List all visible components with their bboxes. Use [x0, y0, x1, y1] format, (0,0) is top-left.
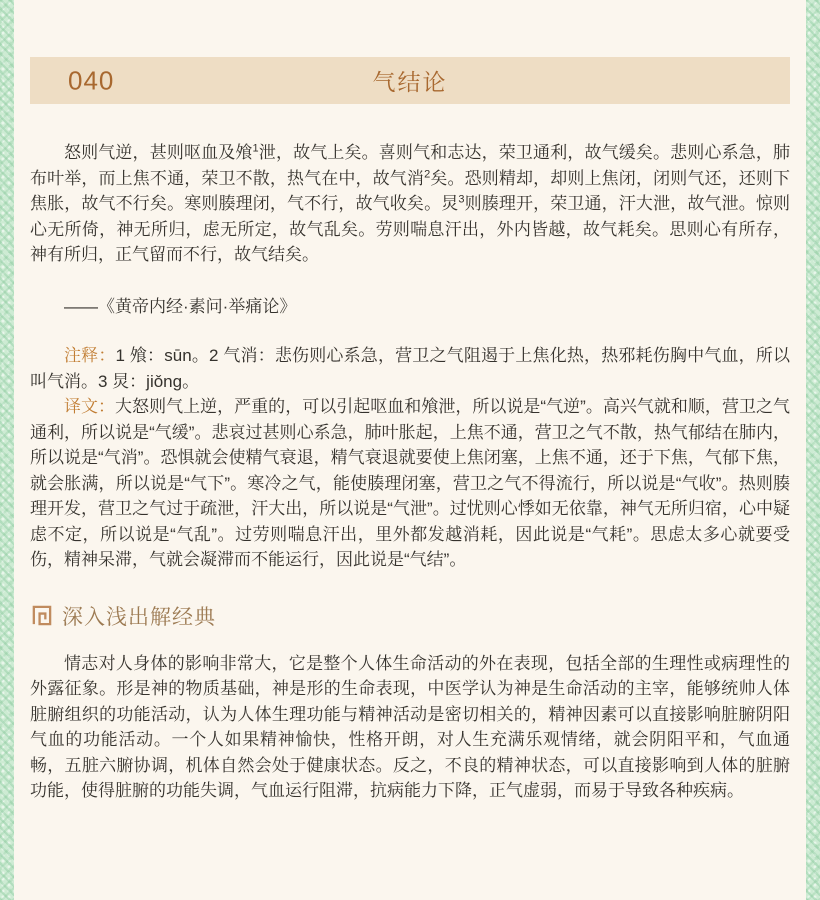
decorative-border-right — [806, 0, 820, 900]
page-number: 040 — [68, 65, 115, 95]
source-citation: ——《黄帝内经·素问·举痛论》 — [64, 296, 297, 316]
text-run: 则腠理开，荣卫通，汗大泄，故气泄。惊则心无所倚，神无所归，虑无所定，故气乱矣。劳则喘息汗出，外内皆越，故气耗矣。思则心有所存，神有所归，正气留而不行，故气结矣。 — [30, 194, 791, 264]
page-content — [30, 57, 790, 804]
annotation-label: 注释： — [64, 346, 116, 365]
text-run: 怒则气逆，甚则呕血及飧 — [64, 143, 253, 162]
chapter-title: 气结论 — [372, 69, 448, 95]
text-run: 矣。恐则精却，却则上焦闭，闭则气还，还则下焦胀，故气不行矣。寒则腠理闭，气不行，故气收矣。炅 — [30, 168, 791, 213]
commentary-paragraph: 情志对人身体的影响非常大，它是整个人体生命活动的外在表现，包括全部的生理性或病理性的外露征象。形是神的物质基础，神是形的生命表现，中医学认为神是生命活动的主宰，能够统帅人体脏腑组织的功能活动，认为人体生理功能与精神活动是密切相关的，精神因素可以直接影响脏腑阴阳气血的功能活动。一个人如果精神愉快，性格开朗，对人生充满乐观情绪，就会阴阳平和，气血通畅，五脏六腑协调，机体自然会处于健康状态。反之，不良的精神状态，可以直接影响到人体的脏腑功能，使得脏腑的功能失调，气血运行阻滞，抗病能力下降，正气虚弱，而易于导致各种疾病。 — [30, 653, 790, 800]
annotation-paragraph — [30, 343, 790, 394]
chapter-header-bar — [30, 57, 790, 104]
translation-text: 大怒则气上逆，严重的，可以引起呕血和飧泄，所以说是“气逆”。高兴气就和顺，营卫之气通利，所以说是“气缓”。悲哀过甚则心系急，肺叶胀起，上焦不通，营卫之气不散，热气郁结在肺内，所以说是“气消”。恐惧就会使精气衰退，精气衰退就要使上焦闭塞，上焦不通，还于下焦，气郁下焦，就会胀满，所以说是“气下”。寒冷之气，能使腠理闭塞，营卫之气不得流行，所以说是“气收”。热则腠理开发，营卫之气过于疏泄，汗大出，所以说是“气泄”。过忧则心悸如无依靠，神气无所归宿，心中疑虑不定，所以说是“气乱”。过劳则喘息汗出，里外都发越消耗，因此说是“气耗”。思虑太多心就要受伤，精神呆滞，气就会凝滞而不能运行，因此说是“气结”。 — [30, 397, 790, 569]
decorative-border-left — [0, 0, 14, 900]
meander-spiral-icon — [30, 604, 53, 627]
annotation-text: 1 飧：sūn。2 气消：悲伤则心系急，营卫之气阻遏于上焦化热，热邪耗伤胸中气血，所以叫气消。3 炅：jiǒng。 — [30, 346, 790, 391]
footnote-ref-2: 2 — [424, 167, 431, 180]
translation-label: 译文： — [64, 397, 116, 416]
footnote-ref-1: 1 — [252, 142, 259, 155]
text-run: 泄，故气上矣。喜则气和志达，荣卫通利，故气缓矣。悲则心系急，肺布叶举，而上焦不通，荣卫不散，热气在中，故气消 — [30, 143, 791, 188]
section-header — [30, 601, 790, 631]
section-title: 深入浅出解经典 — [62, 605, 216, 629]
scripture-paragraph — [30, 140, 790, 268]
footnote-ref-3: 3 — [458, 193, 465, 206]
translation-paragraph — [30, 394, 790, 573]
